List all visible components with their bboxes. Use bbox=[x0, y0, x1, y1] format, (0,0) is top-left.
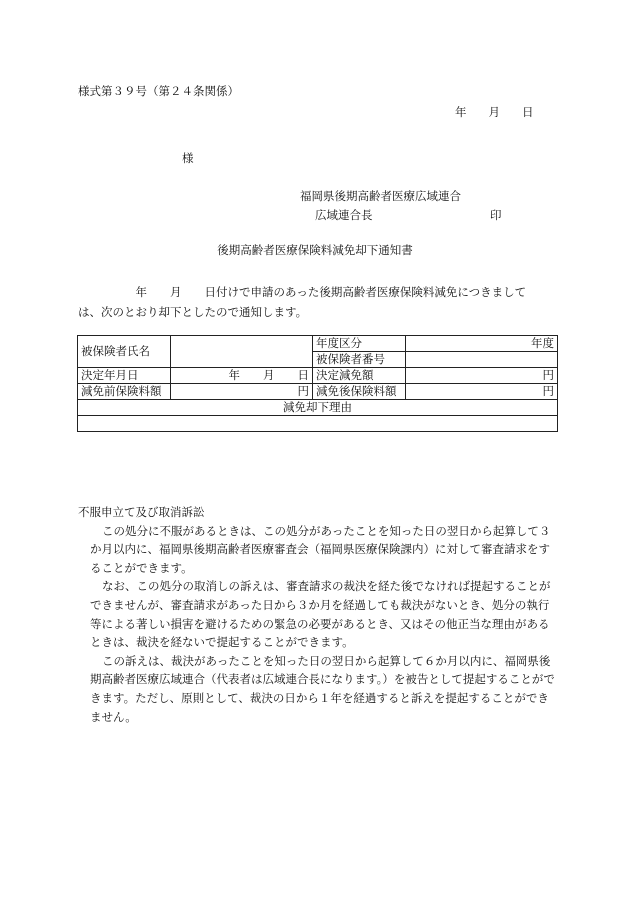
fiscal-year-value: 年度 bbox=[406, 336, 558, 352]
date-month: 月 bbox=[488, 105, 500, 119]
fiscal-year-label: 年度区分 bbox=[313, 336, 406, 352]
table-row bbox=[78, 384, 558, 400]
appeal-paragraph-2: なお、この処分の取消しの訴えは、審査請求の裁決を経た後でなければ提起することができませんが、審査請求があった日から３か月を経過しても裁決がないとき、処分の執行等による著しい損害を避けるための緊急の必要があるとき、又はその他正当な理由があるときは、裁決を経ないで提起することができます。 bbox=[90, 579, 551, 650]
appeal-heading: 不服申立て及び取消訴訟 bbox=[78, 505, 205, 519]
insured-name-label: 被保険者氏名 bbox=[78, 336, 171, 368]
table-row bbox=[78, 368, 558, 384]
reason-header: 減免却下理由 bbox=[78, 400, 558, 416]
insured-number-value bbox=[406, 352, 558, 368]
form-number: 様式第３９号（第２４条関係） bbox=[78, 84, 239, 98]
reason-box bbox=[78, 416, 558, 432]
issuer-title: 広域連合長 bbox=[315, 208, 373, 222]
decided-reduction-label: 決定減免額 bbox=[313, 368, 406, 384]
pre-reduction-value: 円 bbox=[171, 384, 313, 400]
pre-reduction-label: 減免前保険料額 bbox=[78, 384, 171, 400]
table-row bbox=[78, 400, 558, 416]
post-reduction-label: 減免後保険料額 bbox=[313, 384, 406, 400]
intro-line-2: は、次のとおり却下としたので通知します。 bbox=[78, 305, 308, 319]
intro-text bbox=[78, 282, 558, 322]
decision-date-label: 決定年月日 bbox=[78, 368, 171, 384]
date-year: 年 bbox=[455, 105, 467, 119]
decision-date-value: 年 月 日 bbox=[171, 368, 313, 384]
issuer-organization: 福岡県後期高齢者医療広域連合 bbox=[300, 189, 461, 203]
date-day: 日 bbox=[522, 105, 534, 119]
insured-number-label: 被保険者番号 bbox=[313, 352, 406, 368]
addressee-suffix: 様 bbox=[182, 151, 194, 165]
appeal-paragraph-3: この訴えは、裁決があったことを知った日の翌日から起算して６か月以内に、福岡県後期高齢者医療広域連合（代表者は広域連合長になります。）を被告として提起することができます。ただし、原則として、裁決の日から１年を経過すると訴えを提起することができません。 bbox=[90, 653, 555, 724]
decided-reduction-value: 円 bbox=[406, 368, 558, 384]
post-reduction-value: 円 bbox=[406, 384, 558, 400]
issue-date bbox=[455, 104, 534, 120]
document-title: 後期高齢者医療保険料減免却下通知書 bbox=[217, 243, 413, 257]
info-table bbox=[77, 335, 558, 432]
table-row bbox=[78, 416, 558, 432]
seal-mark: 印 bbox=[490, 208, 502, 222]
insured-name-value bbox=[171, 336, 313, 368]
intro-line-1: 年 月 日付けで申請のあった後期高齢者医療保険料減免につきまして bbox=[78, 285, 527, 299]
appeal-paragraph-1: この処分に不服があるときは、この処分があったことを知った日の翌日から起算して３か月以内に、福岡県後期高齢者医療審査会（福岡県医療保険課内）に対して審査請求をすることができます。 bbox=[90, 523, 551, 575]
appeal-notice bbox=[78, 503, 558, 726]
table-row bbox=[78, 336, 558, 352]
